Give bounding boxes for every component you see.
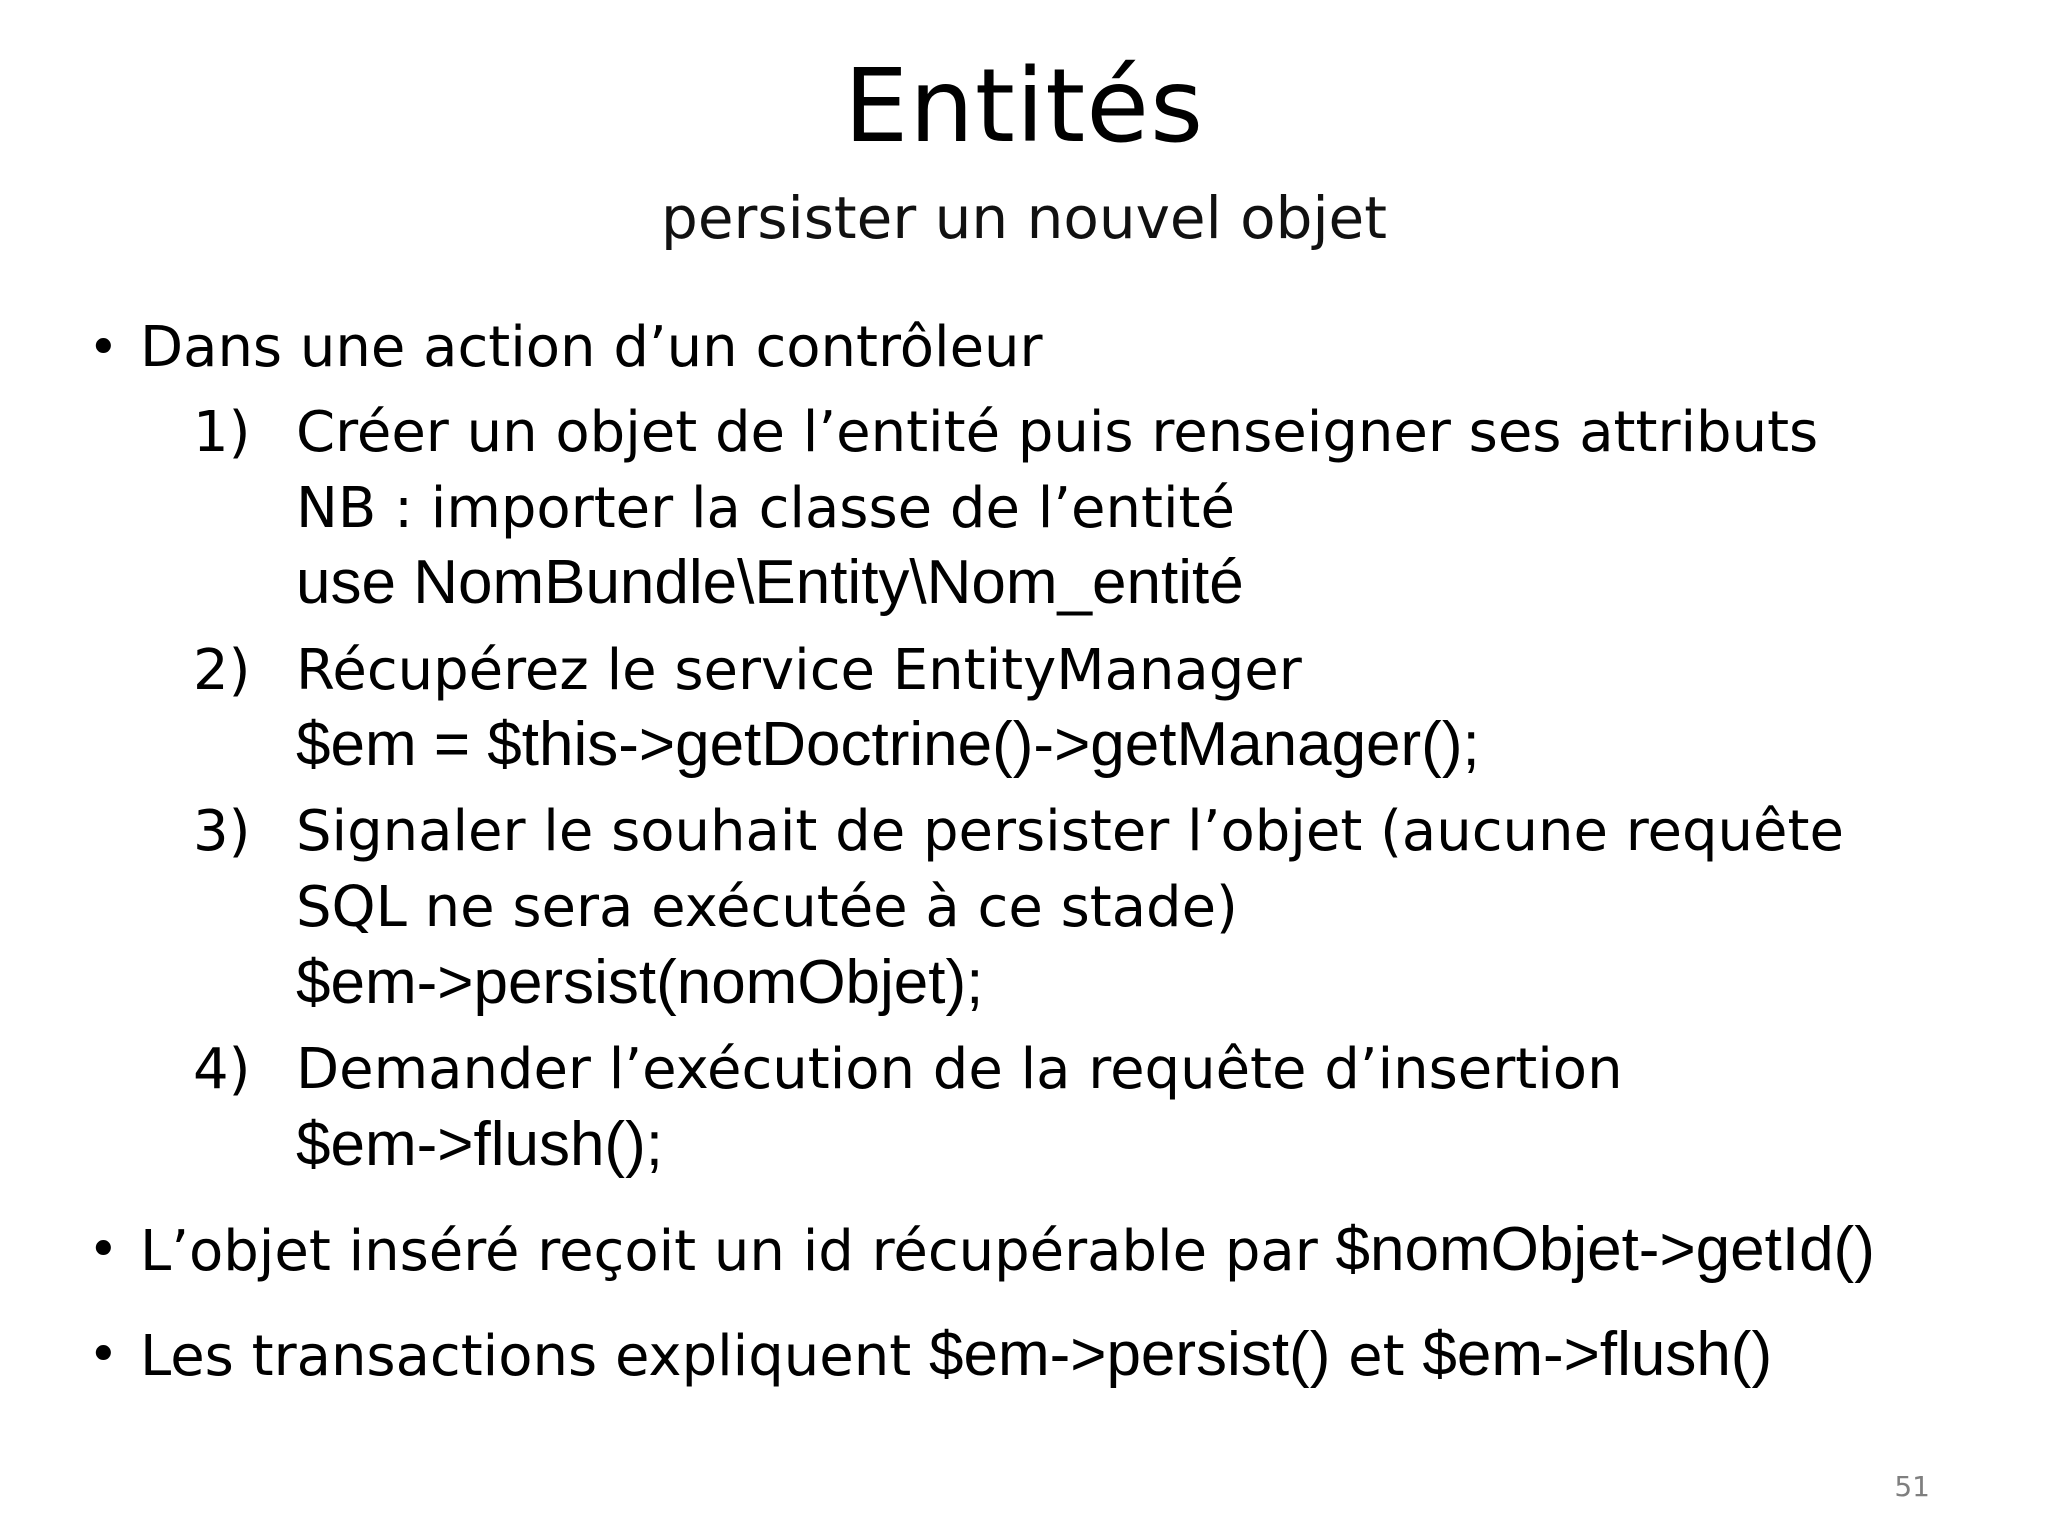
step-1-note: NB : importer la classe de l’entité: [296, 476, 1235, 541]
slide-title: Entités: [843, 47, 1205, 166]
step-3-text: Signaler le souhait de persister l’objet (aucune requête: [296, 799, 1844, 864]
step-2-code: $em = $this->getDoctrine()->getManager();: [296, 710, 1480, 779]
bullet-text-getid: [140, 1215, 1875, 1287]
step-1-text: Créer un objet de l’entité puis renseigner ses attributs: [296, 400, 1819, 465]
step-4-code: $em->flush();: [296, 1110, 663, 1179]
step-number-2: 2): [193, 638, 251, 703]
step-4-text: Demander l’exécution de la requête d’insertion: [296, 1037, 1623, 1102]
bullet-marker: •: [88, 318, 119, 378]
step-1-code: use NomBundle\Entity\Nom_entité: [296, 548, 1244, 617]
flush-code: $em->flush(): [1422, 1320, 1773, 1389]
step-3-text-cont: SQL ne sera exécutée à ce stade): [296, 875, 1238, 940]
getid-text: L’objet inséré reçoit un id récupérable par: [140, 1219, 1336, 1284]
bullet-marker: •: [88, 1325, 119, 1385]
transactions-conjunction: et: [1330, 1324, 1423, 1389]
getid-code: $nomObjet->getId(): [1335, 1215, 1875, 1284]
bullet-text-transactions: [140, 1320, 1772, 1392]
persist-code: $em->persist(): [928, 1320, 1331, 1389]
slide-subtitle: persister un nouvel objet: [661, 184, 1387, 252]
bullet-text-controller-action: Dans une action d’un contrôleur: [140, 315, 1043, 380]
step-2-text: Récupérez le service EntityManager: [296, 638, 1302, 703]
step-3-code: $em->persist(nomObjet);: [296, 948, 984, 1017]
bullet-marker: •: [88, 1220, 119, 1280]
transactions-text: Les transactions expliquent: [140, 1324, 929, 1389]
page-number: 51: [1894, 1470, 1930, 1503]
step-number-4: 4): [193, 1037, 251, 1102]
step-number-3: 3): [193, 799, 251, 864]
step-number-1: 1): [193, 400, 251, 465]
